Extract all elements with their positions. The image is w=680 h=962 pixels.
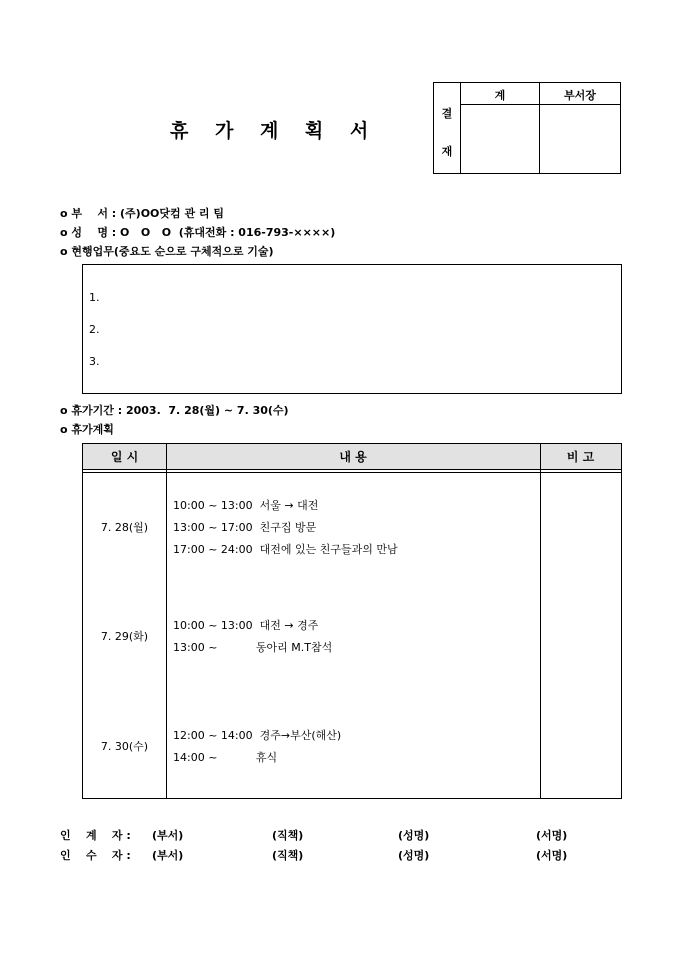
schedule-table (82, 443, 622, 799)
schedule-activity: 10:00 ~ 13:00 대전 → 경주 (173, 619, 319, 632)
schedule-date: 7. 30(수) (100, 740, 149, 753)
handover-name[interactable]: (성명) (398, 829, 430, 842)
approval-col-staff: 계 (494, 89, 506, 102)
approval-box (433, 82, 621, 174)
current-work-heading: o 현행업무(중요도 순으로 구체적으로 기술) (60, 245, 274, 258)
takeover-sign[interactable]: (서명) (536, 849, 568, 862)
approval-label-top: 결 (441, 107, 453, 120)
schedule-date: 7. 29(화) (100, 630, 149, 643)
schedule-activity: 17:00 ~ 24:00 대전에 있는 친구들과의 만남 (173, 543, 398, 556)
schedule-header-content: 내 용 (166, 444, 540, 470)
takeover-dept[interactable]: (부서) (152, 849, 184, 862)
schedule-activity: 13:00 ~ 동아리 M.T참석 (173, 641, 333, 654)
work-item: 3. (89, 355, 100, 368)
schedule-activity: 14:00 ~ 휴식 (173, 751, 278, 764)
current-work-box[interactable] (82, 264, 622, 394)
approval-label-bottom: 재 (441, 145, 453, 158)
schedule-header-date: 일 시 (83, 444, 166, 470)
handover-position[interactable]: (직책) (272, 829, 304, 842)
vacation-plan-heading: o 휴가계획 (60, 423, 114, 436)
approval-sign-manager[interactable] (540, 105, 620, 173)
schedule-activity: 12:00 ~ 14:00 경주→부산(해산) (173, 729, 342, 742)
approval-col-manager: 부서장 (564, 89, 596, 102)
takeover-position[interactable]: (직책) (272, 849, 304, 862)
document-title: 휴 가 계 획 서 (170, 120, 379, 142)
handover-sign[interactable]: (서명) (536, 829, 568, 842)
vacation-period-line: o 휴가기간 : 2003. 7. 28(월) ~ 7. 30(수) (60, 404, 289, 417)
handover-role: 인 계 자 : (60, 829, 131, 842)
approval-sign-staff[interactable] (461, 105, 539, 173)
schedule-activity: 13:00 ~ 17:00 친구집 방문 (173, 521, 317, 534)
work-item: 1. (89, 291, 100, 304)
takeover-name[interactable]: (성명) (398, 849, 430, 862)
schedule-header-note: 비 고 (540, 444, 621, 470)
handover-dept[interactable]: (부서) (152, 829, 184, 842)
work-item: 2. (89, 323, 100, 336)
schedule-activity: 10:00 ~ 13:00 서울 → 대전 (173, 499, 319, 512)
takeover-role: 인 수 자 : (60, 849, 131, 862)
department-line: o 부 서 : (주)OO닷컴 관 리 팀 (60, 207, 225, 220)
schedule-date: 7. 28(월) (100, 521, 149, 534)
name-line: o 성 명 : O O O (휴대전화 : 016-793-××××) (60, 226, 336, 239)
